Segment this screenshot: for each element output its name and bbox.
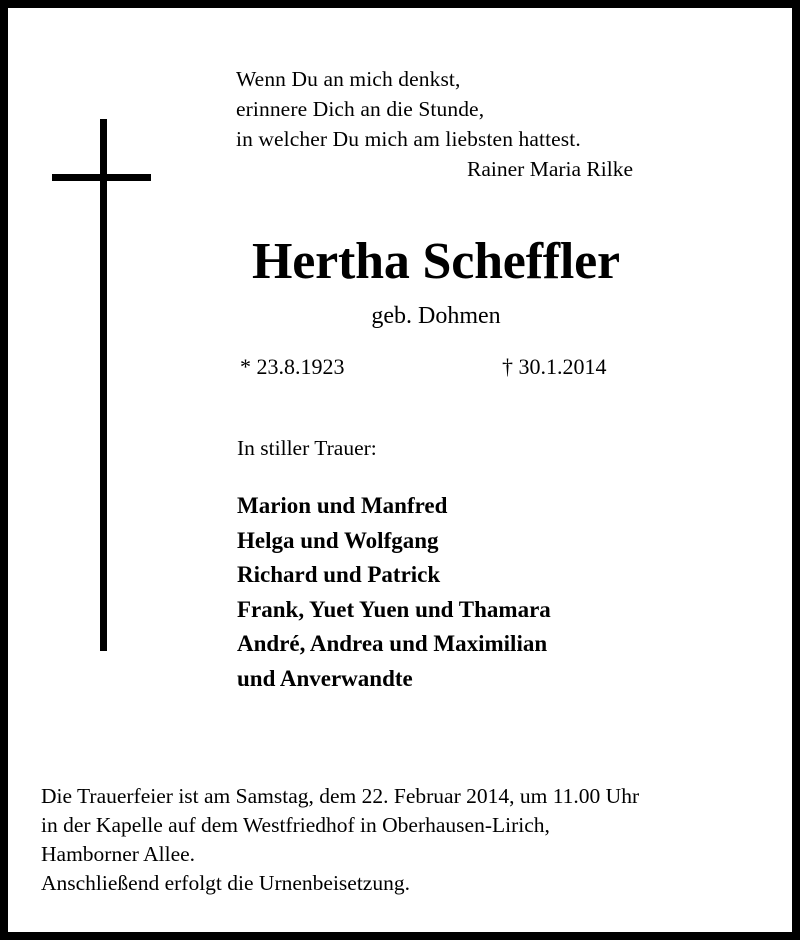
memorial-poem	[236, 64, 636, 184]
funeral-detail-line-1: Die Trauerfeier ist am Samstag, dem 22. Februar 2014, um 11.00 Uhr	[41, 784, 640, 808]
deceased-name: Hertha Scheffler	[252, 233, 620, 290]
funeral-detail-line-2: in der Kapelle auf dem Westfriedhof in Oberhausen-Lirich,	[41, 813, 550, 837]
death-date: † 30.1.2014	[502, 354, 607, 379]
mourners-list	[237, 489, 667, 697]
poem-line-2: erinnere Dich an die Stunde,	[236, 97, 485, 121]
list-item: André, Andrea und Maximilian	[237, 631, 548, 657]
list-item: Richard und Patrick	[237, 562, 441, 588]
funeral-detail-line-4: Anschließend erfolgt die Urnenbeisetzung.	[41, 871, 410, 895]
christian-cross-icon	[8, 8, 188, 708]
life-dates-row	[240, 352, 660, 382]
birth-date: * 23.8.1923	[240, 354, 345, 379]
list-item: Frank, Yuet Yuen und Thamara	[237, 596, 551, 622]
funeral-service-details	[41, 782, 781, 898]
list-item: und Anverwandte	[237, 665, 413, 691]
mourning-intro-label: In stiller Trauer:	[237, 436, 377, 460]
poem-line-3: in welcher Du mich am liebsten hattest.	[236, 127, 581, 151]
deceased-maiden-name: geb. Dohmen	[371, 303, 501, 329]
cross-horizontal-bar	[52, 174, 151, 181]
poem-line-1: Wenn Du an mich denkst,	[236, 67, 461, 91]
poem-attribution: Rainer Maria Rilke	[467, 157, 633, 181]
list-item: Helga und Wolfgang	[237, 527, 439, 553]
funeral-detail-line-3: Hamborner Allee.	[41, 842, 196, 866]
list-item: Marion und Manfred	[237, 493, 448, 518]
cross-vertical-bar	[100, 119, 107, 651]
